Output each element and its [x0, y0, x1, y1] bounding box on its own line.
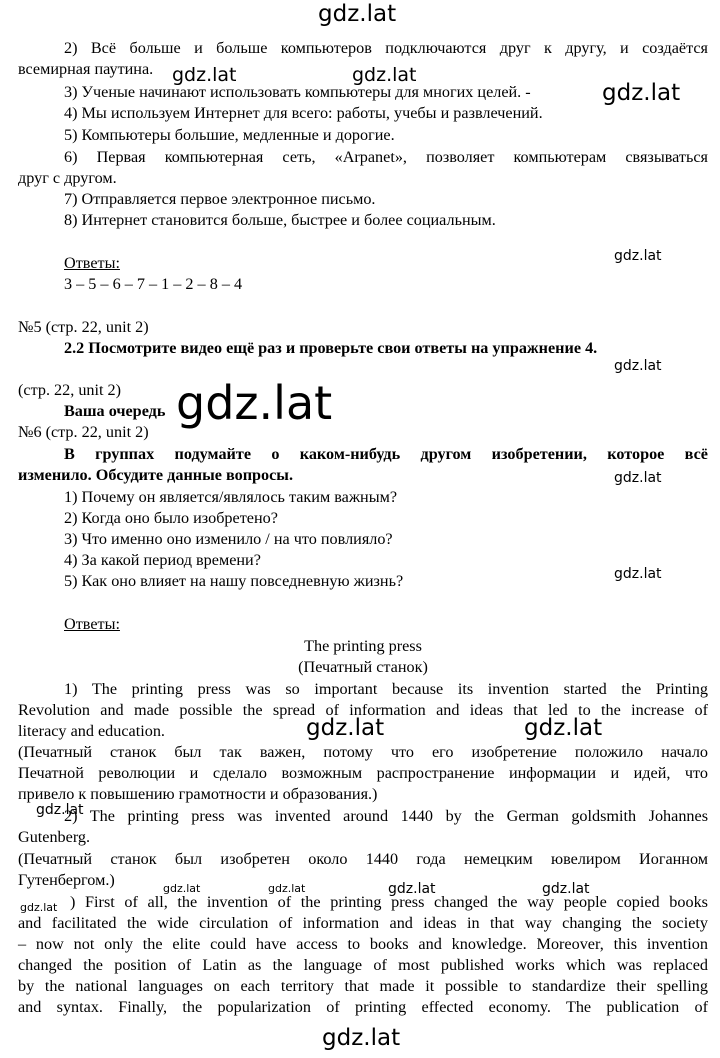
- exercise-6-task-cont: изменило. Обсудите данные вопросы.: [18, 466, 293, 484]
- list-item-5: 5) Компьютеры большие, медленные и дорогие.: [64, 126, 395, 144]
- watermark-right-1: gdz.lat: [602, 80, 681, 106]
- exercise-5-ref: №5 (стр. 22, unit 2): [18, 318, 149, 336]
- watermark-mid-4: gdz.lat: [524, 715, 603, 741]
- your-turn-heading: Ваша очередь: [64, 402, 166, 420]
- answer-2-ru-1: (Печатный станок был изобретен около 1440 года немецким ювелиром Иоганном: [18, 850, 708, 868]
- question-5: 5) Как оно влияет на нашу повседневную жизнь?: [64, 572, 404, 590]
- answer-2-ru-2: Гутенбергом.): [18, 871, 115, 889]
- answers-sequence: 3 – 5 – 6 – 7 – 1 – 2 – 8 – 4: [64, 275, 243, 293]
- page-ref: (стр. 22, unit 2): [18, 381, 122, 399]
- watermark-small-1: gdz.lat: [614, 248, 662, 264]
- answer-3-line-6: and syntax. Finally, the popularization of printing effected economy. The publication of: [18, 998, 708, 1016]
- answers-label-2: Ответы:: [64, 615, 120, 633]
- watermark-mid-1: gdz.lat: [172, 64, 237, 86]
- answer-3-line-2: and facilitated the wide circulation of information and ideas in that way changing the society: [18, 914, 708, 932]
- watermark-bottom: gdz.lat: [322, 1025, 401, 1051]
- answer-3-line-3: – now not only the elite could have access to books and knowledge. Moreover, this invention: [18, 935, 708, 953]
- exercise-6-ref: №6 (стр. 22, unit 2): [18, 423, 149, 441]
- exercise-6-task: В группах подумайте о каком-нибудь другом изобретении, которое всё: [64, 445, 708, 463]
- list-item-2-cont: всемирная паутина.: [18, 60, 154, 78]
- watermark-tiny-1: gdz.lat: [36, 802, 84, 818]
- question-2: 2) Когда оно было изобретено?: [64, 509, 278, 527]
- exercise-5-task: 2.2 Посмотрите видео ещё раз и проверьте свои ответы на упражнение 4.: [64, 339, 598, 357]
- answer-title-ru: (Печатный станок): [298, 658, 428, 676]
- list-item-8: 8) Интернет становится больше, быстрее и более социальным.: [64, 211, 496, 229]
- list-item-4: 4) Мы используем Интернет для всего: работы, учебы и развлечений.: [64, 104, 543, 122]
- list-item-7: 7) Отправляется первое электронное письмо.: [64, 190, 376, 208]
- watermark-mid-2: gdz.lat: [352, 64, 417, 86]
- answer-2-line-1: 2) The printing press was invented around 1440 by the German goldsmith Johannes: [64, 807, 708, 825]
- watermark-tiny-4: gdz.lat: [388, 881, 436, 897]
- watermark-top: gdz.lat: [318, 1, 397, 27]
- list-item-3: 3) Ученые начинают использовать компьютеры для многих целей. -: [64, 83, 531, 101]
- question-1: 1) Почему он является/являлось таким важным?: [64, 488, 398, 506]
- question-4: 4) За какой период времени?: [64, 551, 261, 569]
- watermark-small-3: gdz.lat: [614, 470, 662, 486]
- answer-1-ru-1: (Печатный станок был так важен, потому что его изобретение положило начало: [18, 743, 708, 761]
- answer-1-line-1: 1) The printing press was so important because its invention started the Printing: [64, 680, 708, 698]
- answer-1-line-3: literacy and education.: [18, 722, 165, 740]
- answer-title-en: The printing press: [304, 637, 422, 655]
- answer-2-line-2: Gutenberg.: [18, 828, 91, 846]
- watermark-mid-3: gdz.lat: [306, 715, 385, 741]
- answer-3-line-1: ) First of all, the invention of the printing press changed the way people copied books: [70, 893, 708, 911]
- watermark-small-2: gdz.lat: [614, 358, 662, 374]
- watermark-tiny-6: gdz.lat: [20, 901, 58, 914]
- answers-label-1: Ответы:: [64, 254, 120, 272]
- answer-1-ru-3: привело к повышению грамотности и образования.): [18, 785, 378, 803]
- answer-3-line-4: changed the position of Latin as the language of most published works which was replaced: [18, 956, 708, 974]
- answer-1-ru-2: Печатной революции и сделало возможным распространение информации и идей, что: [18, 764, 708, 782]
- list-item-6: 6) Первая компьютерная сеть, «Arpanet», позволяет компьютерам связываться: [64, 148, 708, 166]
- watermark-tiny-5: gdz.lat: [542, 881, 590, 897]
- answer-3-line-5: by the national languages on each territory that made it possible to standardize their spelling: [18, 977, 708, 995]
- watermark-big: gdz.lat: [176, 376, 333, 430]
- list-item-6-cont: друг с другом.: [18, 169, 117, 187]
- list-item-2: 2) Всё больше и больше компьютеров подключаются друг к другу, и создаётся: [64, 39, 708, 57]
- watermark-tiny-2: gdz.lat: [163, 882, 201, 895]
- question-3: 3) Что именно оно изменило / на что повлияло?: [64, 530, 393, 548]
- watermark-small-4: gdz.lat: [614, 566, 662, 582]
- watermark-tiny-3: gdz.lat: [268, 882, 306, 895]
- answer-1-line-2: Revolution and made possible the spread of information and ideas that led to the increase of: [18, 701, 708, 719]
